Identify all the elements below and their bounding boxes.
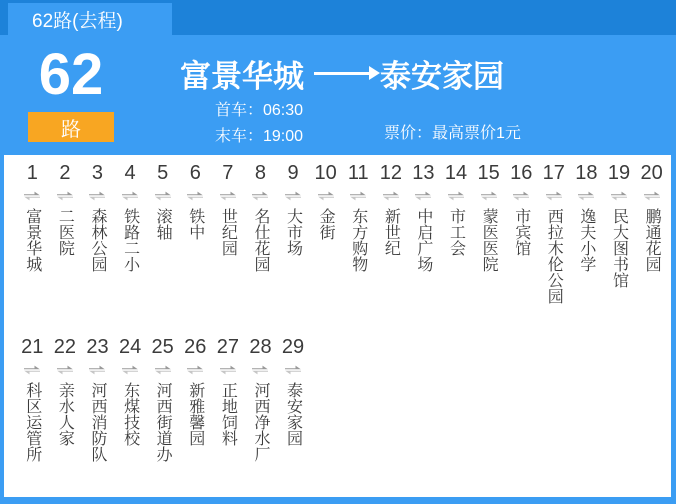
stop-item[interactable] <box>505 161 538 335</box>
stop-item[interactable] <box>570 161 603 335</box>
stop-item[interactable] <box>179 335 212 462</box>
stop-number: 27 <box>216 336 239 358</box>
stop-number: 17 <box>542 162 565 184</box>
stop-item[interactable] <box>16 335 49 462</box>
stop-item[interactable] <box>407 161 440 335</box>
transfer-arrows-icon <box>155 191 171 202</box>
transfer-arrows-icon <box>285 191 301 202</box>
stop-number: 12 <box>379 162 402 184</box>
stop-number: 22 <box>53 336 77 358</box>
stop-name: 富景华城 <box>23 208 41 272</box>
stop-name: 滚轴 <box>154 208 172 240</box>
stop-name: 正地饲料 <box>219 382 237 446</box>
route-header <box>0 35 676 155</box>
stop-name: 森林公园 <box>88 208 106 272</box>
route-number: 62 <box>38 42 104 107</box>
stop-number: 28 <box>249 336 272 358</box>
transfer-arrows-icon <box>187 191 203 202</box>
transfer-arrows-icon <box>187 365 203 376</box>
transfer-arrows-icon <box>24 365 40 376</box>
stop-number: 21 <box>21 336 44 358</box>
stop-number: 1 <box>26 162 38 184</box>
stop-name: 泰安家园 <box>284 382 302 446</box>
stop-number: 2 <box>59 162 71 184</box>
stops-row-1 <box>16 161 671 335</box>
stop-number: 20 <box>640 162 663 184</box>
transfer-arrows-icon <box>89 191 105 202</box>
transfer-arrows-icon <box>350 191 366 202</box>
transfer-arrows-icon <box>578 191 594 202</box>
transfer-arrows-icon <box>220 191 236 202</box>
stop-item[interactable] <box>16 161 49 335</box>
stop-number: 25 <box>151 336 174 358</box>
stop-number: 29 <box>281 336 305 358</box>
stop-number: 4 <box>124 162 136 184</box>
stop-number: 10 <box>314 162 337 184</box>
transfer-arrows-icon <box>318 191 334 202</box>
stop-name: 世纪园 <box>219 208 237 256</box>
stop-item[interactable] <box>212 335 245 462</box>
stop-item[interactable] <box>472 161 505 335</box>
stop-name: 金街 <box>317 208 335 240</box>
stop-number: 11 <box>347 162 369 184</box>
stop-name: 东方购物 <box>349 208 367 272</box>
transfer-arrows-icon <box>89 365 105 376</box>
stop-item[interactable] <box>277 335 310 462</box>
transfer-arrows-icon <box>252 365 268 376</box>
stop-item[interactable] <box>114 335 147 462</box>
stop-number: 14 <box>444 162 468 184</box>
stop-item[interactable] <box>538 161 571 335</box>
stop-number: 13 <box>412 162 435 184</box>
transfer-arrows-icon <box>611 191 627 202</box>
stop-number: 26 <box>184 336 207 358</box>
route-direction-label: 62路(去程) <box>32 10 123 32</box>
stops-panel <box>4 155 671 497</box>
right-arrow-icon <box>314 72 370 75</box>
stop-item[interactable] <box>81 161 114 335</box>
transfer-arrows-icon <box>24 191 40 202</box>
stop-number: 15 <box>477 162 500 184</box>
stop-item[interactable] <box>146 335 179 462</box>
stop-name: 市宾馆 <box>512 208 530 256</box>
stop-name: 逸夫小学 <box>577 208 595 272</box>
stop-name: 河西街道办 <box>154 382 172 462</box>
stop-item[interactable] <box>277 161 310 335</box>
stop-item[interactable] <box>81 335 114 462</box>
stop-number: 18 <box>575 162 598 184</box>
transfer-arrows-icon <box>448 191 464 202</box>
transfer-arrows-icon <box>513 191 529 202</box>
transfer-arrows-icon <box>57 365 73 376</box>
stop-item[interactable] <box>49 335 82 462</box>
stop-number: 5 <box>157 162 169 184</box>
destination-name: 泰安家园 <box>380 59 504 94</box>
transfer-arrows-icon <box>220 365 236 376</box>
transfer-arrows-icon <box>285 365 301 376</box>
fare-info: 票价：最高票价1元 <box>384 125 521 142</box>
route-title <box>180 51 504 96</box>
first-bus-time: 首车：06:30 <box>215 102 304 119</box>
stop-name: 民大图书馆 <box>610 208 628 288</box>
stop-number: 3 <box>91 162 104 184</box>
top-bar <box>0 0 676 35</box>
route-direction-tab[interactable] <box>8 3 172 35</box>
transfer-arrows-icon <box>644 191 660 202</box>
transfer-arrows-icon <box>122 365 138 376</box>
route-badge: 路 <box>28 112 114 142</box>
transfer-arrows-icon <box>383 191 399 202</box>
stop-number: 8 <box>254 162 267 184</box>
stop-number: 7 <box>222 162 234 184</box>
stop-name: 蒙医医院 <box>480 208 498 272</box>
stop-name: 名仕花园 <box>251 208 269 272</box>
stop-item[interactable] <box>603 161 636 335</box>
transfer-arrows-icon <box>57 191 73 202</box>
stop-name: 二医院 <box>56 208 74 256</box>
last-bus-time: 末车：19:00 <box>215 128 304 145</box>
stop-number: 9 <box>287 162 299 184</box>
transfer-arrows-icon <box>546 191 562 202</box>
stop-item[interactable] <box>244 335 277 462</box>
stop-item[interactable] <box>342 161 375 335</box>
origin-name: 富景华城 <box>180 59 304 94</box>
stop-number: 24 <box>118 336 142 358</box>
stop-name: 中启广场 <box>414 208 432 272</box>
stop-name: 铁中 <box>186 208 204 240</box>
stop-number: 16 <box>510 162 533 184</box>
transfer-arrows-icon <box>252 191 268 202</box>
stop-item[interactable] <box>309 161 342 335</box>
transfer-arrows-icon <box>415 191 431 202</box>
stop-name: 市工会 <box>447 208 465 256</box>
stop-item[interactable] <box>49 161 82 335</box>
transfer-arrows-icon <box>155 365 171 376</box>
stop-item[interactable] <box>114 161 147 335</box>
stop-name: 西拉木伦公园 <box>545 208 563 304</box>
stop-name: 河西消防队 <box>88 382 106 462</box>
stop-number: 19 <box>607 162 631 184</box>
stop-number: 6 <box>189 162 201 184</box>
stop-item[interactable] <box>179 161 212 335</box>
stop-name: 科区运管所 <box>23 382 41 462</box>
stop-item[interactable] <box>635 161 668 335</box>
stop-name: 大市场 <box>284 208 302 256</box>
stop-item[interactable] <box>375 161 408 335</box>
transfer-arrows-icon <box>122 191 138 202</box>
stop-name: 鹏通花园 <box>643 208 661 272</box>
stop-item[interactable] <box>440 161 473 335</box>
stop-number: 23 <box>86 336 109 358</box>
stops-row-2 <box>16 335 671 462</box>
stop-name: 新雅馨园 <box>186 382 204 446</box>
stop-name: 河西净水厂 <box>251 382 269 462</box>
stop-name: 东煤技校 <box>121 382 139 446</box>
stop-name: 铁路二小 <box>121 208 139 272</box>
stop-item[interactable] <box>146 161 179 335</box>
stop-item[interactable] <box>244 161 277 335</box>
transfer-arrows-icon <box>481 191 497 202</box>
stop-name: 亲水人家 <box>56 382 74 446</box>
stop-name: 新世纪 <box>382 208 400 256</box>
stop-item[interactable] <box>212 161 245 335</box>
